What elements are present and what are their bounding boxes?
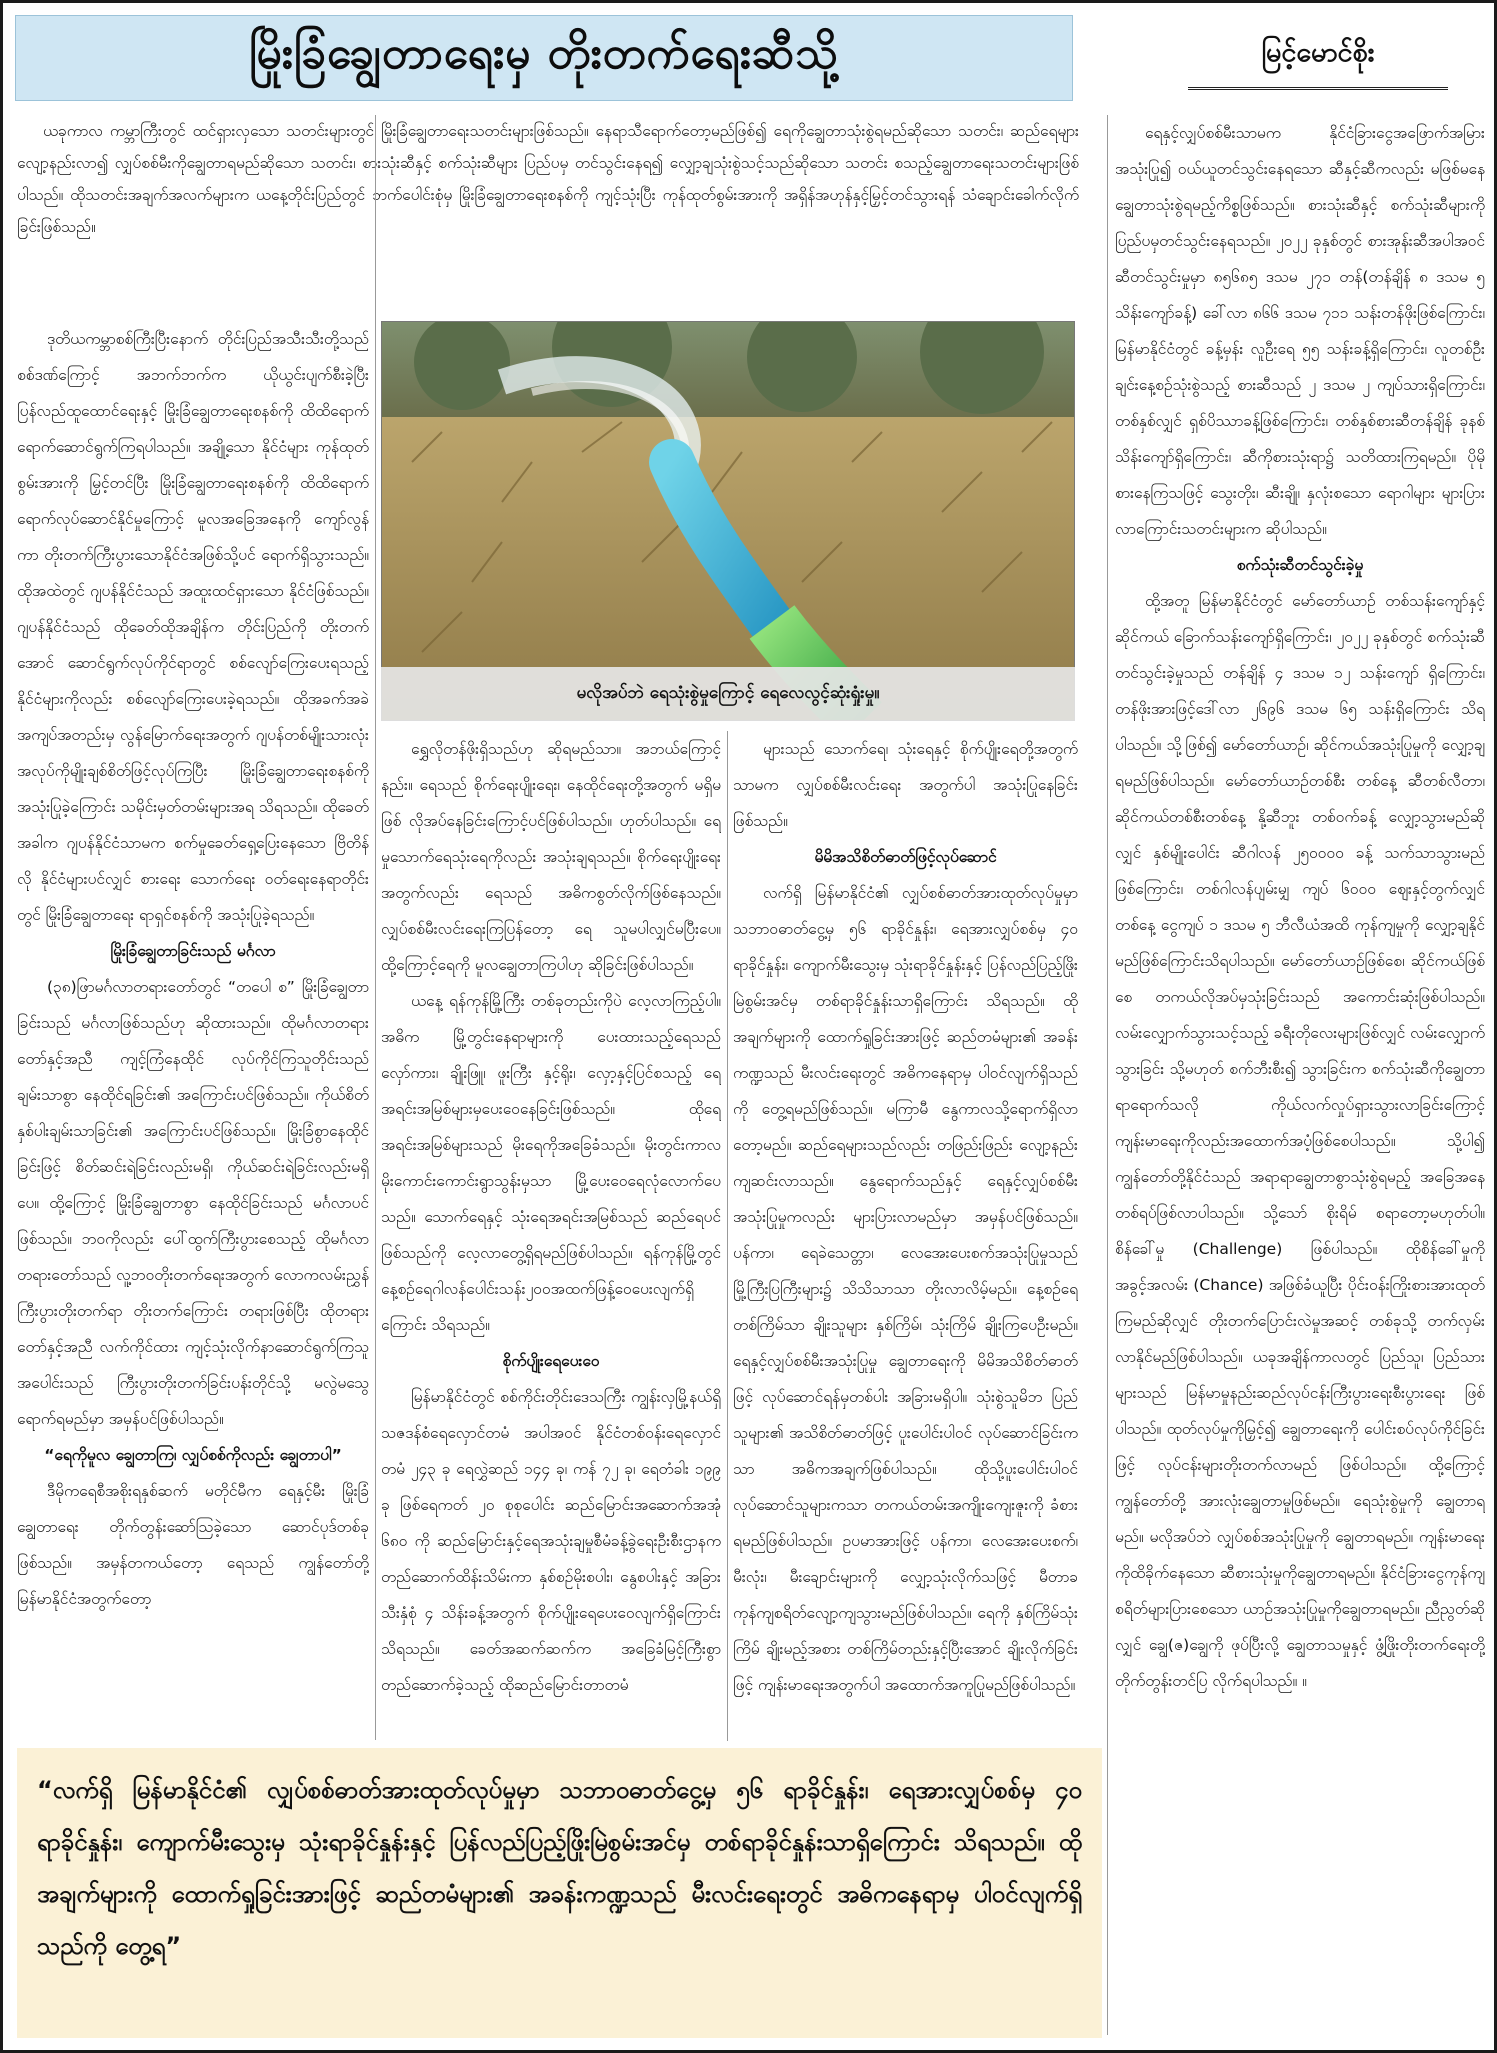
author-byline: မြင့်မောင်စိုး	[1261, 37, 1375, 68]
column-1-text-b: (၃၈)ဖြာမင်္ဂလာတရားတော်တွင် “တပေါ စ” မြိုးခြံချွေတာခြင်းသည် မင်္ဂလာဖြစ်သည်ဟု ဆိုထားသည်။ ထိုမင်္ဂလာတရားတော်နှင့်အညီ ကျင့်ကြံနေထိုင် လုပ်ကိုင်ကြသူတိုင်းသည် ချမ်းသာစွာ နေထိုင်ရခြင်း၏ အကြောင်းပင်ဖြစ်သည်။ ကိုယ်စိတ်နှစ်ပါးချမ်းသာခြင်း၏ အကြောင်းပင်ဖြစ်သည်။ မြိုးခြံစွာနေထိုင်ခြင်းဖြင့် စိတ်ဆင်းရဲခြင်းလည်းမရှိ၊ ကိုယ်ဆင်းရဲခြင်းလည်းမရှိပေ။ ထို့ကြောင့် မြိုးခြံချွေတာစွာ နေထိုင်ခြင်းသည် မင်္ဂလာပင်ဖြစ်သည်။ ဘဝကိုလည်း ပေါ်ထွက်ကြီးပွားစေသည့် ထိုမင်္ဂလာတရားတော်သည် လူ့ဘဝတိုးတက်ရေးအတွက် လောကလမ်းညွှန် ကြီးပွားတိုးတက်ရာ တိုးတက်ကြောင်း တရားဖြစ်ပြီး ထိုတရားတော်နှင့်အညီ လက်ကိုင်ထား ကျင့်သုံးလိုက်နာဆောင်ရွက်ကြသူ အပေါင်းသည် ကြီးပွားတိုးတက်ခြင်းပန်းတိုင်သို့ မလွဲမသွေရောက်ရမည်မှာ အမှန်ပင်ဖြစ်ပါသည်။	[17, 978, 369, 1428]
column-2-text: ရွှေလိုတန်ဖိုးရှိသည်ဟု ဆိုရမည်သာ။ အဘယ်ကြောင့်နည်း။ ရေသည် စိုက်ရေးပျိုးရေး၊ နေထိုင်ရေးတို့အတွက် မရှိမဖြစ် လိုအပ်နေခြင်းကြောင့်ပင်ဖြစ်ပါသည်။ ဟုတ်ပါသည်။ ရေမှုသောက်ရေသုံးရေကိုလည်း အသုံးချရသည်။ စိုက်ရေးပျိုးရေးအတွက်လည်း ရေသည် အဓိကစွတ်လိုက်ဖြစ်နေသည်။ လျှပ်စစ်မီးလင်းရေးကြပြန်တော့ ရေ သူမပါလျှင်မပြီးပေ။ ထို့ကြောင့်ရေကို မူလချွေတာကြပါဟု ဆိုခြင်းဖြစ်ပါသည်။	[381, 740, 721, 974]
headline-banner	[15, 15, 1073, 101]
column-2	[381, 731, 721, 1741]
column-1	[17, 321, 369, 1741]
column-4	[1115, 115, 1485, 2040]
column-4-text-b: ထို့အတူ မြန်မာနိုင်ငံတွင် မော်တော်ယာဉ် တစ်သန်းကျော်နှင့် ဆိုင်ကယ် ခြောက်သန်းကျော်ရှိကြောင်း၊ ၂၀၂၂ ခုနှစ်တွင် စက်သုံးဆီတင်သွင်းခဲ့မှုသည် တန်ချိန် ၄ ဒသမ ၁၂ သန်းကျော် ရှိကြောင်း၊ တန်ဖိုးအားဖြင့်ဒေါ်လာ ၂၆၉၆ ဒသမ ၆၅ သန်းရှိကြောင်း သိရပါသည်။ သို့ဖြစ်၍ မော်တော်ယာဉ်၊ ဆိုင်ကယ်အသုံးပြုမှုကို လျှော့ချရမည်ဖြစ်ပါသည်။ မော်တော်ယာဉ်တစ်စီး တစ်နေ့ ဆီတစ်လီတာ၊ ဆိုင်ကယ်တစ်စီးတစ်နေ့ နို့ဆီဘူး တစ်ဝက်ခန့် လျှော့သွားမည်ဆိုလျှင် နှစ်မျိုးပေါင်း ဆီဂါလန် ၂၅၀၀၀၀ ခန့် သက်သာသွားမည်ဖြစ်ကြောင်း၊ တစ်ဂါလန်ပျမ်းမျှ ကျပ် ၆၀၀၀ ဈေးနှင့်တွက်လျှင် တစ်နေ့ ငွေကျပ် ၁ ဒသမ ၅ ဘီလီယံအထိ ကုန်ကျမှုကို လျှော့ချနိုင်မည်ဖြစ်ကြောင်းသိရပါသည်။ မော်တော်ယာဉ်ဖြစ်စေ၊ ဆိုင်ကယ်ဖြစ်စေ တကယ်လိုအပ်မှသုံးခြင်းသည် အကောင်းဆုံးဖြစ်ပါသည်။ လမ်းလျှောက်သွားသင့်သည့် ခရီးတိုလေးများဖြစ်လျှင် လမ်းလျှောက်သွားခြင်း သို့မဟုတ် စက်ဘီးစီး၍ သွားခြင်းက စက်သုံးဆီကိုချွေတာရာရောက်သလို ကိုယ်လက်လှုပ်ရှားသွားလာခြင်းကြောင့် ကျန်းမာရေးကိုလည်းအထောက်အပံ့ဖြစ်စေပါသည်။ သို့ပါ၍ ကျွန်တော်တို့နိုင်ငံသည် အရာရာချွေတာစွာသုံးစွဲရမည့် အခြေအနေတစ်ရပ်ဖြစ်လာပါသည်။ သို့သော် စိုးရိမ် စရာတော့မဟုတ်ပါ။ စိန်ခေါ်မှု (Challenge) ဖြစ်ပါသည်။ ထိုစိန်ခေါ်မှုကို အခွင့်အလမ်း (Chance) အဖြစ်ခံယူပြီး ပိုင်းဝန်းကြိုးစားအားထုတ်ကြမည်ဆိုလျှင် တိုးတက်ပြောင်းလဲမှုအဆင့် တစ်ခုသို့ တက်လှမ်းလာနိုင်မည်ဖြစ်ပါသည်။ ယခုအချိန်ကာလတွင် ပြည်သူ၊ ပြည်သားများသည် မြန်မာမှုနည်းဆည်လုပ်ငန်းကြီးပွားရေးစီးပွားရေး ဖြစ်ပါသည်။ ထုတ်လုပ်မှုကိုမြှင့်၍ ချွေတာရေးကို ပေါင်းစပ်လုပ်ကိုင်ခြင်းဖြင့် လုပ်ငန်းများတိုးတက်လာမည် ဖြစ်ပါသည်။ ထို့ကြောင့် ကျွန်တော်တို့ အားလုံးချွေတာမှုဖြစ်မည်။ ရေသုံးစွဲမှုကို ချွေတာရမည်။ မလိုအပ်ဘဲ လျှပ်စစ်အသုံးပြုမှုကို ချွေတာရမည်။ ကျန်းမာရေးကိုထိခိုက်နေသော ဆီစားသုံးမှုကိုချွေတာရမည်။ နိုင်ငံခြားငွေကုန်ကျ စရိတ်များပြားစေသော ယာဉ်အသုံးပြုမှုကိုချွေတာရမည်။ ညီညွတ်ဆိုလျှင် ချွေ(ဇ)ချွေကို ဖုပ်ပြီးလို့ ချွေတာသမှုနှင့် ဖွံ့ဖြိုးတိုးတက်ရေးတို့ တိုက်တွန်းတင်ပြ လိုက်ရပါသည်။ ။	[1115, 592, 1485, 1690]
column-2-text-b: ယနေ့ ရန်ကုန်မြို့ကြီး တစ်ခုတည်းကိုပဲ လေ့လာကြည့်ပါ။ အဓိက မြို့တွင်းနေရာများကို ပေးထားသည့်ရေသည် လှော်ကား၊ ချိုးဖြူ၊ ဖူးကြီး နှင့်ရိုး၊ လှော့နှင့်ပြင်စသည့် ရေအရင်းအမြစ်များမှပေးဝေနေခြင်းဖြစ်သည်။ ထိုရေအရင်းအမြစ်များသည် မိုးရေကိုအခြေခံသည်။ မိုးတွင်းကာလ မိုးကောင်းကောင်းရွာသွန်းမှသာ မြို့ပေးဝေရေလုံလောက်ပေသည်။ သောက်ရေနှင့် သုံးရေအရင်းအမြစ်သည် ဆည်ရေပင်ဖြစ်သည်ကို လေ့လာတွေ့ရှိရမည်ဖြစ်ပါသည်။ ရန်ကုန်မြို့တွင် နေ့စဉ်ရေဂါလန်ပေါင်းသန်း၂၀၀အထက်ဖြန့်ဝေပေးလျက်ရှိကြောင်း သိရသည်။	[381, 992, 721, 1334]
water-hose-photo	[382, 322, 1075, 721]
column-3-text-b: လက်ရှိ မြန်မာနိုင်ငံ၏ လျှပ်စစ်ဓာတ်အားထုတ်လုပ်မှုမှာ သဘာဝဓာတ်ငွေ့မှ ၅၆ ရာခိုင်နှုန်း၊ ရေအားလျှပ်စစ်မှ ၄၀ ရာခိုင်နှုန်း၊ ကျောက်မီးသွေးမှ သုံးရာခိုင်နှုန်းနှင့် ပြန်လည်ပြည့်ဖြိုးမြဲစွမ်းအင်မှ တစ်ရာခိုင်နှုန်းသာရှိကြောင်း သိရသည်။ ထိုအချက်များကို ထောက်ရှုခြင်းအားဖြင့် ဆည်တမံများ၏ အခန်းကဏ္ဍသည် မီးလင်းရေးတွင် အဓိကနေရာမှ ပါဝင်လျက်ရှိသည်ကို တွေ့ရမည်ဖြစ်သည်။ မကြာမီ နွေကာလသို့ရောက်ရှိလာတော့မည်။ ဆည်ရေများသည်လည်း တဖြည်းဖြည်း လျော့နည်းကျဆင်းလာသည်။ နွေရောက်သည်နှင့် ရေနှင့်လျှပ်စစ်မီးအသုံးပြုမှုကလည်း များပြားလာမည်မှာ အမှန်ပင်ဖြစ်သည်။ ပန်ကာ၊ ရေခဲသေတ္တာ၊ လေအေးပေးစက်အသုံးပြုမှုသည် မြို့ကြီးပြကြီးများ၌ သိသိသာသာ တိုးလာလိမ့်မည်။ နေ့စဉ်ရေ တစ်ကြိမ်သာ ချိုးသူများ နှစ်ကြိမ်၊ သုံးကြိမ် ချိုးကြပေဦးမည်။ ရေနှင့်လျှပ်စစ်မီးအသုံးပြုမှု ချွေတာရေးကို မိမိအသိစိတ်ဓာတ်ဖြင့် လုပ်ဆောင်ရန်မှတစ်ပါး အခြားမရှိပါ။ သုံးစွဲသူမိဘ ပြည်သူများ၏ အသိစိတ်ဓာတ်ဖြင့် ပူးပေါင်းပါဝင် လုပ်ဆောင်ခြင်းကသာ အဓိကအချက်ဖြစ်ပါသည်။ ထိုသို့ပူးပေါင်းပါဝင် လုပ်ဆောင်သူများကသာ တကယ်တမ်းအကျိုးကျေးဇူးကို ခံစားရမည်ဖြစ်ပါသည်။ ဥပမာအားဖြင့် ပန်ကာ၊ လေအေးပေးစက်၊ မီးလုံး၊ မီးချောင်းများကို လျှော့သုံးလိုက်သဖြင့် မီတာခကုန်ကျစရိတ်လျော့ကျသွားမည်ဖြစ်ပါသည်။ ရေကို နှစ်ကြိမ်သုံးကြိမ် ချိုးမည့်အစား တစ်ကြိမ်တည်းနှင့်ပြီးအောင် ချိုးလိုက်ခြင်းဖြင့် ကျန်းမာရေးအတွက်ပါ အထောက်အကူပြုမည်ဖြစ်ပါသည်။	[733, 884, 1078, 1694]
column-1-text: ဒုတိယကမ္ဘာစစ်ကြီးပြီးနောက် တိုင်းပြည်အသီးသီးတို့သည် စစ်ဒဏ်ကြောင့် အဘက်ဘက်က ယိုယွင်းပျက်စီးခဲ့ပြီး ပြန်လည်ထူထောင်ရေးနှင့် မြိုးခြံချွေတာရေးစနစ်ကို ထိထိရောက်ရောက်ဆောင်ရွက်ကြရပါသည်။ အချို့သော နိုင်ငံများ ကုန်ထုတ်စွမ်းအားကို မြှင့်တင်ပြီး မြိုးခြံချွေတာရေးစနစ်ကို ထိထိရောက်ရောက်လုပ်ဆောင်နိုင်မှုကြောင့် မူလအခြေအနေကို ကျော်လွန်ကာ တိုးတက်ကြီးပွားသောနိုင်ငံအဖြစ်သို့ပင် ရောက်ရှိသွားသည်။ ထိုအထဲတွင် ဂျပန်နိုင်ငံသည် အထူးထင်ရှားသော နိုင်ငံဖြစ်သည်။ ဂျပန်နိုင်ငံသည် ထိုခေတ်ထိုအချိန်က တိုင်းပြည်ကို တိုးတက်အောင် ဆောင်ရွက်လုပ်ကိုင်ရာတွင် စစ်လျော်ကြေးပေးရသည့်နိုင်ငံများကိုလည်း စစ်လျော်ကြေးပေးခဲ့ရသည်။ ထိုအခက်အခဲ အကျပ်အတည်းမှ လွန်မြောက်ရေးအတွက် ဂျပန်တစ်မျိုးသားလုံး အလုပ်ကိုမျိုးချစ်စိတ်ဖြင့်လုပ်ကြပြီး မြိုးခြံချွေတာရေးစနစ်ကို အသုံးပြုခဲ့ကြောင်း သမိုင်းမှတ်တမ်းများအရ သိရသည်။ ထိုခေတ်အခါက ဂျပန်နိုင်ငံသာမက စက်မှုခေတ်ရှေ့ပြေးနေသော ဗြိတိန်လို နိုင်ငံများပင်လျှင် စားရေး သောက်ရေး ဝတ်ရေးနေရာတိုင်းတွင် မြိုးခြံချွေတာရေး ရာရှင်စနစ်ကို အသုံးပြုခဲ့ရသည်။	[17, 330, 369, 924]
column-divider-1	[375, 115, 376, 1740]
column-divider-3	[1107, 115, 1108, 2035]
photo-caption: မလိုအပ်ဘဲ ရေသုံးစွဲမှုကြောင့် ရေလေလွင့်ဆုံးရှုံးမှု။	[381, 667, 1075, 721]
column-1-subheading-2: “ရေကိုမူလ ချွေတာကြ၊ လျှပ်စစ်ကိုလည်း ချွေတာပါ”	[44, 1446, 342, 1464]
column-4-subheading: စက်သုံးဆီတင်သွင်းခဲ့မှု	[1236, 556, 1364, 574]
article-photo	[381, 321, 1075, 721]
byline-rule	[1188, 87, 1448, 90]
column-2-text-c: မြန်မာနိုင်ငံတွင် စစ်ကိုင်းတိုင်းဒေသကြီး ကျွန်းလှမြို့နယ်ရှိ သဇဒန်စံရေလှောင်တမံ အပါအဝင် နိုင်ငံတစ်ဝန်းရေလှောင်တမံ ၂၄၃ ခု ရေလွှဲဆည် ၁၄၄ ခု၊ ကန် ၇၂ ခု၊ ရေတံခါး ၁၉၉ ခု ဖြစ်ရေကတ် ၂၀ စုစုပေါင်း ဆည်မြောင်းအဆောက်အအုံ ၆၈၀ ကို ဆည်မြောင်းနှင့်ရေအသုံးချမှုစီမံခန့်ခွဲရေးဦးစီးဌာနက တည်ဆောက်ထိန်းသိမ်းကာ နှစ်စဉ်မိုးစပါး၊ နွေစပါးနှင့် အခြားသီးနှံစုံ ၄ သိန်းခန့်အတွက် စိုက်ပျိုးရေပေးဝေလျက်ရှိကြောင်း သိရသည်။ ခေတ်အဆက်ဆက်က အခြေခံမြင့်ကြီးစွာ တည်ဆောက်ခဲ့သည့် ထိုဆည်မြောင်းတာတမံ	[381, 1388, 721, 1694]
headline: မြိုးခြံချွေတာရေးမှ တိုးတက်ရေးဆီသို့	[249, 28, 839, 79]
column-1-text-c: ဒီမိုကရေစီအစိုးရနှစ်ဆက် မတိုင်မီက ရေနှင့်မီး မြိုးခြံချွေတာရေး တိုက်တွန်းဆော်သြခဲ့သော ဆောင်ပုဒ်တစ်ခုဖြစ်သည်။ အမှန်တကယ်တော့ ရေသည် ကျွန်တော်တို့ မြန်မာနိုင်ငံအတွက်တော့	[17, 1482, 369, 1608]
pull-quote: “လက်ရှိ မြန်မာနိုင်ငံ၏ လျှပ်စစ်ဓာတ်အားထုတ်လုပ်မှုမှာ သဘာဝဓာတ်ငွေ့မှ ၅၆ ရာခိုင်နှုန်း၊ ရေအားလျှပ်စစ်မှ ၄၀ ရာခိုင်နှုန်း၊ ကျောက်မီးသွေးမှ သုံးရာခိုင်နှုန်းနှင့် ပြန်လည်ပြည့်ဖြိုးမြဲစွမ်းအင်မှ တစ်ရာခိုင်နှုန်းသာရှိကြောင်း သိရသည်။ ထိုအချက်များကို ထောက်ရှုခြင်းအားဖြင့် ဆည်တမံများ၏ အခန်းကဏ္ဍသည် မီးလင်းရေးတွင် အဓိကနေရာမှ ပါဝင်လျက်ရှိသည်ကို တွေ့ရ”	[17, 1748, 1102, 2038]
lead-paragraph	[17, 115, 1079, 311]
column-3-text: များသည် သောက်ရေ၊ သုံးရေနှင့် စိုက်ပျိုးရေတို့အတွက်သာမက လျှပ်စစ်မီးလင်းရေး အတွက်ပါ အသုံးပြုနေခြင်းဖြစ်သည်။	[733, 740, 1078, 830]
column-divider-2	[727, 731, 728, 1741]
column-1-subheading: မြိုးခြံချွေတာခြင်းသည် မင်္ဂလာ	[110, 942, 276, 960]
column-3-subheading: မိမိအသိစိတ်ဓာတ်ဖြင့်လုပ်ဆောင်	[814, 848, 997, 866]
column-4-text: ရေနှင့်လျှပ်စစ်မီးသာမက နိုင်ငံခြားငွေအဖြောက်အမြားအသုံးပြု၍ ဝယ်ယူတင်သွင်းနေရသော ဆီနှင့်ဆီကလည်း မဖြစ်မနေချွေတာသုံးစွဲရမည့်ကိစ္စဖြစ်သည်။ စားသုံးဆီနှင့် စက်သုံးဆီများကို ပြည်ပမှတင်သွင်းနေရသည်။ ၂၀၂၂ ခုနှစ်တွင် စားအုန်းဆီအပါအဝင် ဆီတင်သွင်းမှုမှာ ၈၅၆၈၅ ဒသမ ၂၇၁ တန်(တန်ချိန် ၈ ဒသမ ၅ သိန်းကျော်ခန့်) ခေါ်လာ ၈၆၆ ဒသမ ၇၁၁ သန်းတန်ဖိုးဖြစ်ကြောင်း၊ မြန်မာနိုင်ငံတွင် ခန့်မှန်း လူဦးရေ ၅၅ သန်းခန့်ရှိကြောင်း၊ လူတစ်ဦးချင်းနေ့စဉ်သုံးစွဲသည့် စားဆီသည် ၂ ဒသမ ၂ ကျပ်သားရှိကြောင်း၊ တစ်နှစ်လျှင် ရှစ်ပိဿာခန့်ဖြစ်ကြောင်း၊ တစ်နှစ်စားဆီတန်ချိန် ခုနစ်သိန်းကျော်ရှိကြောင်း၊ ဆီကိုစားသုံးရာ၌ သတိထားကြရမည်။ ပိုမိုစားနေကြသဖြင့် သွေးတိုး၊ ဆီးချို၊ နှလုံးစသော ရောဂါများ များပြားလာကြောင်းသတင်းများက ဆိုပါသည်။	[1115, 124, 1485, 538]
column-3	[733, 731, 1078, 1741]
lead-text: ယခုကာလ ကမ္ဘာကြီးတွင် ထင်ရှားလှသော သတင်းများတွင် မြိုးခြံချွေတာရေးသတင်းများဖြစ်သည်။ နေရာသီရောက်တော့မည်ဖြစ်၍ ရေကိုချွေတာသုံးစွဲရမည်ဆိုသော သတင်း၊ ဆည်ရေများလျော့နည်းလာ၍ လျှပ်စစ်မီးကိုချွေတာရမည်ဆိုသော သတင်း၊ စားသုံးဆီနှင့် စက်သုံးဆီများ ပြည်ပမှ တင်သွင်းနေရ၍ လျှော့ချသုံးစွဲသင့်သည်ဆိုသော သတင်း စသည့်ချွေတာရေးသတင်းများဖြစ်ပါသည်။ ထိုသတင်းအချက်အလက်များက ယနေ့တိုင်းပြည်တွင် ဘက်ပေါင်းစုံမှ မြိုးခြံချွေတာရေးစနစ်ကို ကျင့်သုံးပြီး ကုန်ထုတ်စွမ်းအားကို အရှိန်အဟုန်နှင့်မြှင့်တင်သွားရန် သံချောင်းခေါက်လိုက်ခြင်းဖြစ်သည်။	[17, 122, 1079, 236]
column-2-subheading: စိုက်ပျိုးရေပေးဝေ	[502, 1352, 600, 1370]
